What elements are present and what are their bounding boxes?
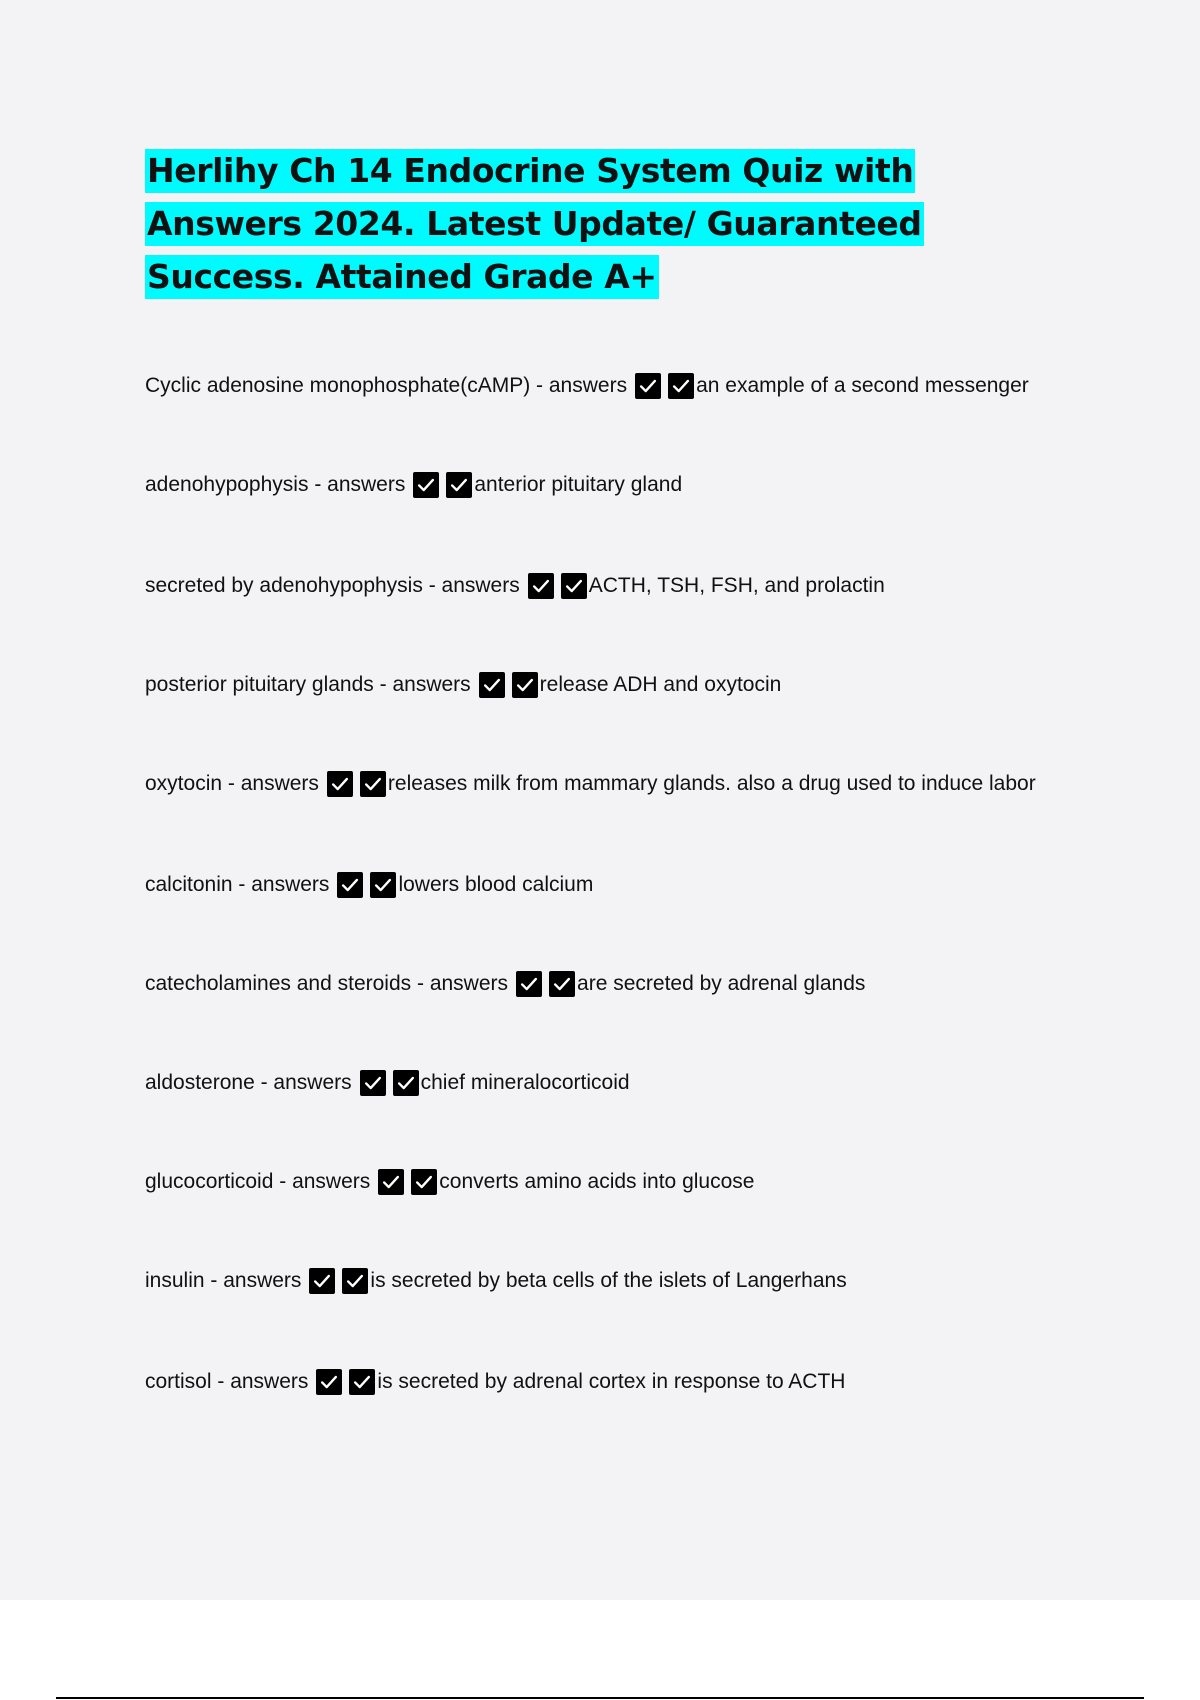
qa-answer: is secreted by adrenal cortex in response to ACTH [377, 1370, 846, 1393]
checkmark-icon [668, 373, 694, 399]
checkmark-icon [370, 872, 396, 898]
qa-separator: - answers [238, 873, 330, 896]
checkmark-icon [327, 771, 353, 797]
checkmark-icon [446, 472, 472, 498]
checkmark-icon [337, 872, 363, 898]
qa-term: adenohypophysis [145, 473, 309, 496]
checkmark-icon [516, 971, 542, 997]
checkmark-icon [512, 672, 538, 698]
checkmark-icon [561, 573, 587, 599]
qa-answer: lowers blood calcium [398, 873, 594, 896]
qa-item [145, 868, 1145, 902]
checkmark-icon [309, 1268, 335, 1294]
qa-term: catecholamines and steroids [145, 972, 412, 995]
qa-term: cortisol [145, 1370, 212, 1393]
footer-rule [56, 1697, 1144, 1699]
qa-answer: anterior pituitary gland [474, 473, 683, 496]
checkmark-icon [360, 1070, 386, 1096]
qa-separator: - answers [379, 673, 471, 696]
qa-answer: releases milk from mammary glands. also a drug used to induce labor [387, 772, 1036, 795]
checkmark-icon [316, 1369, 342, 1395]
qa-item [145, 767, 1145, 801]
qa-term: calcitonin [145, 873, 233, 896]
qa-answer: chief mineralocorticoid [420, 1071, 630, 1094]
qa-separator: - answers [217, 1370, 309, 1393]
qa-term: secreted by adenohypophysis [145, 574, 423, 597]
qa-item [145, 967, 1145, 1001]
qa-item [145, 1365, 1145, 1399]
checkmark-icon [635, 373, 661, 399]
qa-separator: - answers [428, 574, 520, 597]
qa-answer: are secreted by adrenal glands [577, 972, 866, 995]
qa-item [145, 369, 1145, 403]
checkmark-icon [342, 1268, 368, 1294]
qa-item [145, 468, 1145, 502]
qa-term: Cyclic adenosine monophosphate(cAMP) [145, 374, 531, 397]
qa-answer: release ADH and oxytocin [539, 673, 782, 696]
qa-term: posterior pituitary glands [145, 673, 374, 696]
qa-item [145, 1264, 1145, 1298]
qa-term: insulin [145, 1269, 205, 1292]
checkmark-icon [349, 1369, 375, 1395]
qa-item [145, 569, 1145, 603]
qa-item [145, 668, 1145, 702]
checkmark-icon [378, 1169, 404, 1195]
qa-term: oxytocin [145, 772, 223, 795]
qa-answer: is secreted by beta cells of the islets of Langerhans [370, 1269, 847, 1292]
qa-separator: - answers [417, 972, 509, 995]
checkmark-icon [413, 472, 439, 498]
qa-item [145, 1165, 1145, 1199]
qa-term: glucocorticoid [145, 1170, 274, 1193]
title-highlight: Herlihy Ch 14 Endocrine System Quiz with Answers 2024. Latest Update/ Guaranteed Success. Attained Grade A+ [145, 149, 924, 299]
checkmark-icon [411, 1169, 437, 1195]
checkmark-icon [360, 771, 386, 797]
qa-answer: ACTH, TSH, FSH, and prolactin [588, 574, 885, 597]
qa-item [145, 1066, 1145, 1100]
checkmark-icon [549, 971, 575, 997]
checkmark-icon [479, 672, 505, 698]
qa-separator: - answers [227, 772, 319, 795]
qa-answer: an example of a second messenger [696, 374, 1029, 397]
qa-separator: - answers [314, 473, 406, 496]
qa-separator: - answers [260, 1071, 352, 1094]
qa-separator: - answers [279, 1170, 371, 1193]
qa-separator: - answers [536, 374, 628, 397]
qa-answer: converts amino acids into glucose [439, 1170, 755, 1193]
document-title [145, 144, 1045, 303]
checkmark-icon [528, 573, 554, 599]
page-footer [0, 1600, 1200, 1700]
qa-separator: - answers [210, 1269, 302, 1292]
qa-term: aldosterone [145, 1071, 255, 1094]
checkmark-icon [393, 1070, 419, 1096]
